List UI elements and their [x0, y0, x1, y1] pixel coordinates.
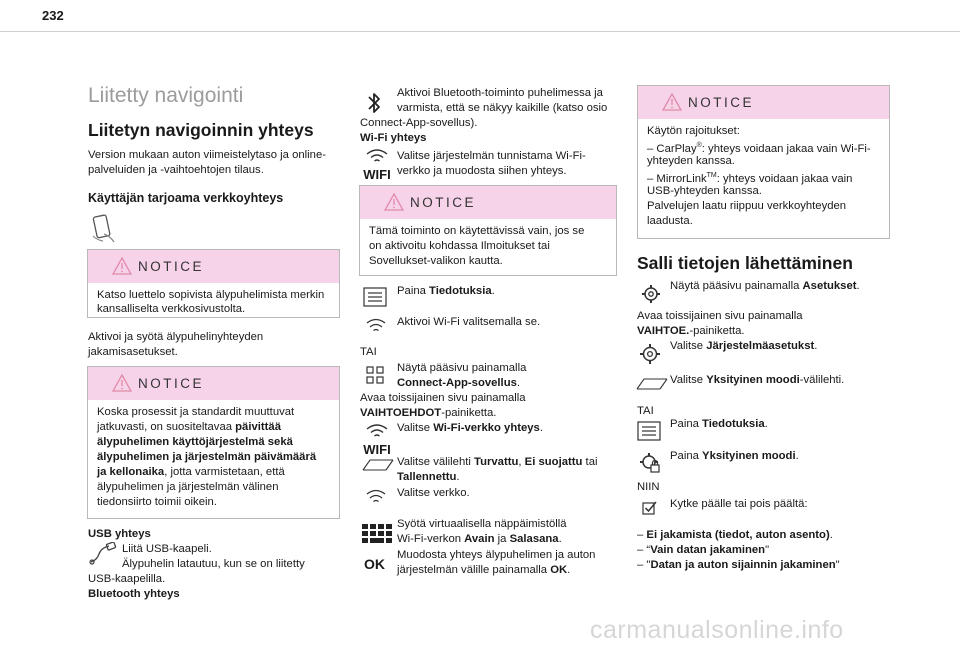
notice-header [88, 367, 339, 400]
private-mode-icon [639, 452, 661, 479]
step-open-secondary-2: VAIHTOE.-painiketta. [637, 325, 745, 337]
bluetooth-heading: Bluetooth yhteys [88, 588, 180, 600]
warning-icon [112, 257, 132, 280]
notice-header [360, 186, 616, 219]
step-select-system-settings: Valitse Järjestelmäasetukst. [670, 340, 818, 352]
step-connect: Muodosta yhteys älypuhelimen ja auton [397, 549, 596, 561]
activate-line-2: jakamisasetukset. [88, 346, 178, 358]
step-select-tab-2: Tallennettu. [397, 471, 460, 483]
usb-icon [88, 542, 118, 571]
or-label: TAI [360, 346, 377, 358]
notice-header [88, 250, 339, 283]
notice-text: yhteyden kanssa. [647, 155, 735, 167]
notice-text: Koska prosessit ja standardit muuttuvat [97, 406, 295, 418]
notice-text: älypuhelimen ja järjestelmän päivämäärä [97, 451, 317, 463]
notifications-icon [363, 287, 387, 312]
smartphone-icon [90, 214, 118, 249]
step-open-secondary-2: VAIHTOEHDOT-painiketta. [360, 407, 497, 419]
notice-text: Katso luettelo sopivista älypuhelimista merkin [97, 289, 325, 301]
usb-line-1: Liitä USB-kaapeli. [122, 543, 212, 555]
notice-box-1 [87, 249, 340, 318]
heading-allow-data: Salli tietojen lähettäminen [637, 253, 853, 273]
settings-icon [639, 343, 661, 370]
step-activate-wifi: Aktivoi Wi-Fi valitsemalla se. [397, 316, 541, 328]
step-show-main-2: Connect-App-sovellus. [397, 377, 521, 389]
notice-text: Sovellukset-valikon kautta. [369, 255, 503, 267]
notice-text: Käytön rajoitukset: [647, 125, 740, 137]
wifi-icon [365, 489, 387, 510]
watermark: carmanualsonline.info [590, 616, 844, 644]
activate-line-1: Aktivoi ja syötä älypuhelinyhteyden [88, 331, 264, 343]
step-toggle: Kytke päälle tai pois päältä: [670, 498, 808, 510]
intro-line-1: Version mukaan auton viimeistelytaso ja online- [88, 149, 326, 161]
wifi-icon [362, 424, 392, 456]
wifi-icon [365, 318, 387, 339]
notice-text: tiedonsiirto toimii oikein. [97, 496, 217, 508]
section-title: Liitetty navigointi [88, 84, 244, 107]
intro-line-2: palveluiden ja -vaihtoehtojen tilaus. [88, 164, 264, 176]
step-open-secondary: Avaa toissijainen sivu painamalla [360, 392, 526, 404]
warning-icon [662, 93, 682, 116]
usb-line-2: Älypuhelin latautuu, kun se on liitetty [122, 558, 305, 570]
step-show-settings: Näytä pääsivu painamalla Asetukset. [670, 280, 860, 292]
usb-heading: USB yhteys [88, 528, 151, 540]
notice-label: NOTICE [410, 195, 477, 210]
wifi-line-1: Valitse järjestelmän tunnistama Wi-Fi- [397, 150, 586, 162]
keyboard-icon [362, 524, 392, 549]
step-open-secondary: Avaa toissijainen sivu painamalla [637, 310, 803, 322]
notice-text: on aktivoitu kohdassa Ilmoitukset tai [369, 240, 550, 252]
notice-text: USB-yhteyden kanssa. [647, 185, 762, 197]
notice-box-3 [359, 185, 617, 276]
heading-connection: Liitetyn navigoinnin yhteys [88, 120, 314, 140]
notice-text: – MirrorLink™: yhteys voidaan jakaa vain [647, 172, 853, 185]
warning-icon [384, 193, 404, 216]
step-enter-key: Syötä virtuaalisella näppäimistöllä [397, 518, 567, 530]
notice-label: NOTICE [688, 95, 755, 110]
header-divider [0, 31, 960, 32]
wifi-heading: Wi-Fi yhteys [360, 132, 427, 144]
notice-text: Palvelujen laatu riippuu verkkoyhteyden [647, 200, 847, 212]
notice-box-4 [637, 85, 890, 239]
bluetooth-line-3: Connect-App-sovellus). [360, 117, 478, 129]
step-select-network: Valitse verkko. [397, 487, 470, 499]
step-press-notifications: Paina Tiedotuksia. [670, 418, 768, 430]
step-select-private-tab: Valitse Yksityinen moodi-välilehti. [670, 374, 845, 386]
subheading-user-network: Käyttäjän tarjoama verkkoyhteys [88, 191, 284, 205]
option-no-sharing: – Ei jakamista (tiedot, auton asento). [637, 529, 833, 541]
wifi-icon [362, 149, 392, 181]
step-select-tab: Valitse välilehti Turvattu, Ei suojattu tai [397, 456, 598, 468]
warning-icon [112, 374, 132, 397]
bluetooth-line-1: Aktivoi Bluetooth-toiminto puhelimessa ja [397, 87, 603, 99]
option-data-and-location: – "Datan ja auton sijainnin jakaminen" [637, 559, 840, 571]
option-data-only: – “Vain datan jakaminen" [637, 544, 770, 556]
bluetooth-line-2: varmista, että se näkyy kaikille (katso osio [397, 102, 608, 114]
notice-text: ja kellonaika, jotta varmistetaan, että [97, 466, 285, 478]
page-number: 232 [42, 8, 64, 23]
notice-text: – CarPlay®: yhteys voidaan jakaa vain Wi-Fi- [647, 142, 871, 155]
notice-label: NOTICE [138, 259, 205, 274]
wifi-icon-label: WIFI [363, 442, 391, 457]
apps-grid-icon [366, 366, 384, 389]
tab-icon [362, 458, 394, 477]
usb-line-3: USB-kaapelilla. [88, 573, 166, 585]
notice-box-2 [87, 366, 340, 519]
wifi-line-2: verkko ja muodosta siihen yhteys. [397, 165, 567, 177]
step-connect-2: järjestelmän välille painamalla OK. [397, 564, 571, 576]
notice-text: jatkuvasti, on suositeltavaa päivittää [97, 421, 281, 433]
notice-text: Tämä toiminto on käytettävissä vain, jos se [369, 225, 585, 237]
step-show-main: Näytä pääsivu painamalla [397, 362, 527, 374]
notifications-icon [637, 421, 661, 446]
tab-icon [636, 377, 668, 396]
step-press-private-mode: Paina Yksityinen moodi. [670, 450, 799, 462]
notice-label: NOTICE [138, 376, 205, 391]
notice-header [638, 86, 889, 119]
notice-text: älypuhelimen käyttöjärjestelmä sekä [97, 436, 293, 448]
step-select-wifi: Valitse Wi-Fi-verkko yhteys. [397, 422, 543, 434]
wifi-icon-label: WIFI [363, 167, 391, 182]
checkbox-icon [642, 500, 658, 521]
notice-text: älypuhelimen ja järjestelmän välinen [97, 481, 279, 493]
ok-icon: OK [364, 556, 385, 572]
notice-text: kansalliselta verkkosivustolta. [97, 303, 246, 315]
then-label: NIIN [637, 481, 660, 493]
or-label: TAI [637, 405, 654, 417]
step-press-notifications: Paina Tiedotuksia. [397, 285, 495, 297]
settings-icon [641, 284, 661, 309]
step-enter-key-2: Wi-Fi-verkon Avain ja Salasana. [397, 533, 562, 545]
notice-text: laadusta. [647, 215, 693, 227]
